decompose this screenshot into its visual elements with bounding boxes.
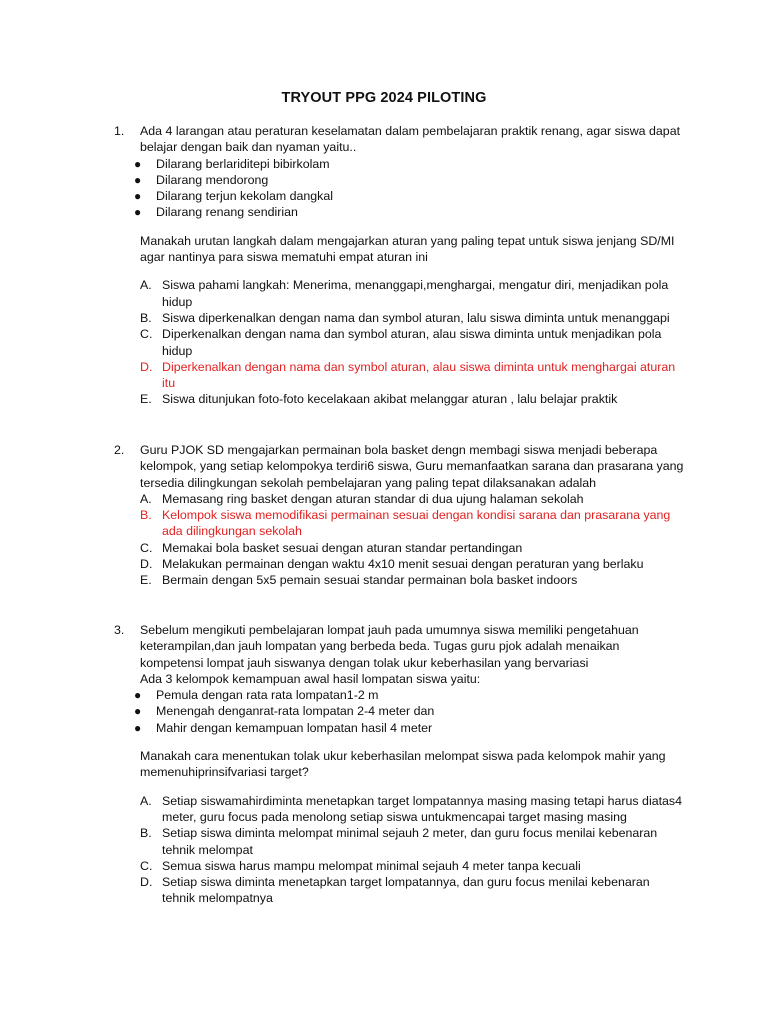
option-text: Semua siswa harus mampu melompat minimal sejauh 4 meter tanpa kecuali (162, 858, 581, 873)
question-1 (114, 123, 684, 408)
option-text: Memakai bola basket sesuai dengan aturan standar pertandingan (162, 540, 523, 555)
option-b-correct (140, 507, 684, 540)
option-letter: B. (140, 826, 152, 841)
option-letter: C. (140, 327, 153, 342)
option-text: Siswa diperkenalkan dengan nama dan symbol aturan, lalu siswa diminta untuk menanggapi (162, 310, 670, 325)
option-text: Bermain dengan 5x5 pemain sesuai standar permainan bola basket indoors (162, 573, 578, 588)
bullet-icon: ● (134, 156, 142, 171)
option-letter: A. (140, 793, 152, 808)
group-list (134, 687, 684, 736)
list-item-text: Dilarang renang sendirian (156, 205, 298, 220)
document-title: TRYOUT PPG 2024 PILOTING (281, 90, 487, 106)
bullet-icon: ● (134, 189, 142, 204)
option-letter: C. (140, 858, 153, 873)
option-letter: B. (140, 310, 152, 325)
list-item (134, 172, 684, 188)
option-e (140, 572, 684, 588)
question-number: 2. (114, 443, 125, 457)
option-letter: D. (140, 875, 153, 890)
option-b (140, 310, 684, 326)
rule-list (134, 156, 684, 221)
answer-options (140, 793, 684, 907)
question-2 (114, 442, 684, 589)
option-letter: E. (140, 573, 152, 588)
option-letter: C. (140, 540, 153, 555)
option-c (140, 858, 684, 874)
list-item-text: Menengah denganrat-rata lompatan 2-4 meter dan (156, 704, 435, 719)
option-c (140, 540, 684, 556)
list-item-text: Dilarang terjun kekolam dangkal (156, 189, 334, 204)
list-item-text: Dilarang berlariditepi bibirkolam (156, 156, 330, 171)
question-prompt: Manakah cara menentukan tolak ukur keberhasilan melompat siswa pada kelompok mahir yang memenuhiprinsifvariasi target? (140, 749, 666, 780)
option-d-correct (140, 359, 684, 392)
option-letter: A. (140, 491, 152, 506)
option-text: Siswa pahami langkah: Menerima, menanggapi,menghargai, mengatur diri, menjadikan pola hidup (162, 278, 669, 309)
question-text-continued: Ada 3 kelompok kemampuan awal hasil lompatan siswa yaitu: (140, 671, 481, 686)
bullet-icon: ● (134, 205, 142, 220)
bullet-icon: ● (134, 688, 142, 703)
question-prompt: Manakah urutan langkah dalam mengajarkan aturan yang paling tepat untuk siswa jenjang SD/MI agar nantinya para siswa mematuhi empat aturan ini (140, 233, 675, 265)
answer-options (140, 277, 684, 407)
option-letter: D. (140, 359, 153, 374)
answer-options (140, 491, 684, 589)
question-text: Sebelum mengikuti pembelajaran lompat jauh pada umumnya siswa memiliki pengetahuan keterampilan,dan jauh lompatan yang berbeda beda. Tugas guru pjok adalah menaikan kompetensi lompat jauh siswanya dengan tolak ukur keberhasilan yang bervariasi (140, 623, 639, 670)
list-item-text: Mahir dengan kemampuan lompatan hasil 4 meter (156, 720, 433, 735)
option-e (140, 391, 684, 407)
list-item (134, 703, 684, 719)
bullet-icon: ● (134, 704, 142, 719)
list-item (134, 204, 684, 220)
list-item (134, 188, 684, 204)
option-b (140, 825, 684, 858)
option-a (140, 491, 684, 507)
option-text: Kelompok siswa memodifikasi permainan sesuai dengan kondisi sarana dan prasarana yang ada dilingkungan sekolah (162, 508, 671, 539)
list-item (134, 720, 684, 736)
option-c (140, 326, 684, 359)
option-text: Setiap siswa diminta menetapkan target lompatannya, dan guru focus menilai kebenaran tehnik melompatnya (162, 875, 650, 906)
option-a (140, 793, 684, 826)
question-number: 3. (114, 623, 125, 637)
question-text: Guru PJOK SD mengajarkan permainan bola basket dengn membagi siswa menjadi beberapa kelompok, yang setiap kelompokya terdiri6 siswa, Guru memanfaatkan sarana dan prasarana yang tersedia dilingkungan sekolah pembelajaran yang paling tepat dilaksanakan adalah (140, 443, 684, 490)
option-a (140, 277, 684, 310)
option-text: Melakukan permainan dengan waktu 4x10 menit sesuai dengan peraturan yang berlaku (162, 557, 644, 572)
question-number: 1. (114, 124, 125, 138)
option-letter: A. (140, 278, 152, 293)
question-3 (114, 622, 684, 907)
option-d (140, 556, 684, 572)
bullet-icon: ● (134, 172, 142, 187)
option-text: Siswa ditunjukan foto-foto kecelakaan akibat melanggar aturan , lalu belajar praktik (162, 392, 618, 407)
question-text: Ada 4 larangan atau peraturan keselamatan dalam pembelajaran praktik renang, agar siswa dapat belajar dengan baik dan nyaman yaitu.. (140, 124, 681, 155)
bullet-icon: ● (134, 720, 142, 735)
list-item (134, 156, 684, 172)
option-text: Setiap siswamahirdiminta menetapkan target lompatannya masing masing tetapi harus diatas4 meter, guru focus pada menolong setiap siswa untukmencapai target masing masing (162, 793, 683, 824)
option-text: Diperkenalkan dengan nama dan symbol aturan, alau siswa diminta untuk menghargai aturan itu (162, 359, 676, 391)
option-letter: B. (140, 508, 152, 523)
list-item-text: Pemula dengan rata rata lompatan1-2 m (156, 688, 379, 703)
option-letter: E. (140, 392, 152, 407)
option-d (140, 874, 684, 907)
list-item-text: Dilarang mendorong (156, 172, 269, 187)
option-text: Setiap siswa diminta melompat minimal sejauh 2 meter, dan guru focus menilai kebenaran tehnik melompat (162, 826, 658, 857)
option-letter: D. (140, 557, 153, 572)
option-text: Diperkenalkan dengan nama dan symbol aturan, alau siswa diminta untuk menjadikan pola hidup (162, 327, 662, 358)
list-item (134, 687, 684, 703)
option-text: Memasang ring basket dengan aturan standar di dua ujung halaman sekolah (162, 491, 584, 506)
